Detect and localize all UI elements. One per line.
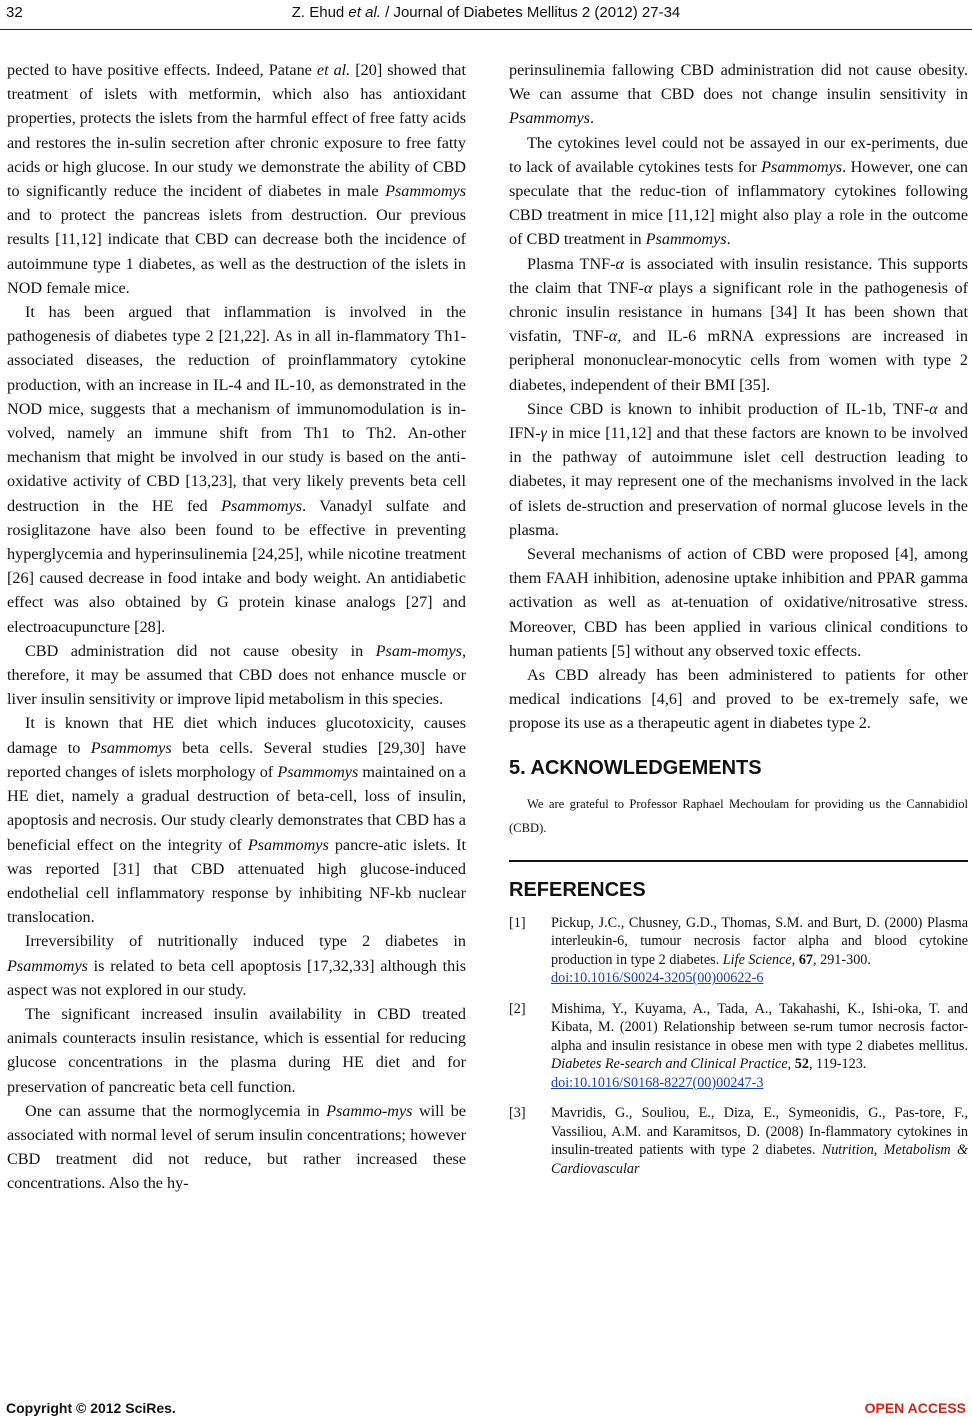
- text-run: , therefore, it may be assumed that CBD does not enhance muscle or liver insulin sensitivity or improve lipid metabolism in this species.: [7, 641, 466, 709]
- paragraph: [509, 397, 968, 542]
- reference-number: [3]: [509, 1105, 526, 1122]
- header-et-al: et al.: [348, 4, 381, 21]
- reference-volume: 67: [798, 951, 814, 968]
- greek-alpha: α: [929, 399, 938, 418]
- text-run: It has been argued that inflammation is involved in the pathogenesis of diabetes type 2 [21,22]. As in all in-flammatory Th1-associated diseases, the reduction of proinflammatory cytokine production, with an increase in IL-4 and IL-10, as demonstrated in the NOD mice, suggests that a mechanism of immunomodulation is in-volved, namely an immune shift from Th1 to Th2. An-other mechanism that might be involved in our study is based on the anti-oxidative activity of CBD [13,23], that very likely prevents beta cell destruction in the HE fed: [7, 303, 466, 515]
- text-run: .: [726, 230, 731, 249]
- text-run: , and IL-6 mRNA expressions are increased in peripheral mononuclear-monocytic cells from women with type 2 diabetes, independent of their BMI [35].: [509, 327, 969, 394]
- reference-text: Mavridis, G., Souliou, E., Diza, E., Symeonidis, G., Pas-tore, F., Vassiliou, A.M. and Karamitsos, D. (2008) In-flammatory cytokines in insulin-treated patients with type 2 diabetes.: [551, 1105, 968, 1159]
- references-heading: REFERENCES: [509, 878, 646, 901]
- reference-journal: Life Science: [722, 951, 792, 968]
- text-run: Plasma TNF-: [527, 254, 616, 273]
- header-author: Z. Ehud: [291, 4, 349, 21]
- text-run: in mice [11,12] and that these factors are known to be involved in the pathway of autoimmune islet cell destruction leading to diabetes, it may represent one of the mechanisms involved in the lack of islets de-struction and preservation of normal glucose levels in the plasma.: [509, 424, 968, 539]
- reference-number: [1]: [509, 914, 526, 931]
- species-name: Psammomys: [247, 835, 329, 854]
- reference-journal: Nutrition, Metabolism & Cardiovascular: [551, 1142, 968, 1177]
- text-run: perinsulinemia fallowing CBD administration did not cause obesity. We can assume that CBD does not change insulin sensitivity in: [509, 61, 968, 104]
- text-run: pancre-atic islets. It was reported [31] that CBD attenuated high glucose-induced endothelial cell inflammatory response by inhibiting NF-kb nuclear translocation.: [7, 835, 466, 927]
- greek-alpha: α: [608, 327, 618, 346]
- species-name: Psammomys: [385, 182, 466, 201]
- text-run: CBD administration did not cause obesity in: [25, 641, 376, 660]
- acknowledgements-text: We are grateful to Professor Raphael Mechoulam for providing us the Cannabidiol (CBD).: [509, 796, 968, 835]
- species-name: Psammomys: [221, 496, 303, 515]
- text-run: . However, one can speculate that the reduc-tion of inflammatory cytokines following CBD treatment in mice [11,12] might also play a role in the outcome of CBD treatment in: [509, 157, 968, 249]
- paragraph: [7, 639, 466, 712]
- copyright: Copyright © 2012 SciRes.: [6, 1400, 176, 1416]
- doi-link[interactable]: doi:10.1016/S0168-8227(00)00247-3: [551, 1074, 764, 1091]
- reference-journal: Diabetes Re-search and Clinical Practice: [551, 1056, 788, 1073]
- paragraph: Several mechanisms of action of CBD were proposed [4], among them FAAH inhibition, adenosine uptake inhibition and PPAR gamma activation as well as at-tenuation of oxidative/nitrosative stress. Moreover, CBD has been applied in various clinical conditions to human patients [5] without any observed toxic effects.: [509, 545, 968, 660]
- reference-number: [2]: [509, 1000, 526, 1017]
- text-run: It is known that HE diet which induces glucotoxicity, causes damage to: [7, 714, 466, 757]
- reference-separator: ,: [791, 951, 799, 968]
- page-number: 32: [6, 4, 23, 21]
- text-run: and to protect the pancreas islets from destruction. Our previous results [11,12] indicate that CBD can decrease both the incidence of autoimmune type 1 diabetes, as well as the destruction of the islets in NOD female mice.: [7, 206, 466, 297]
- paragraph: [7, 300, 466, 639]
- et-al: et al.: [316, 61, 351, 79]
- text-run: will be associated with normal level of serum insulin concentrations; however CBD treatment did not reduce, but rather increased these concentrations. Also the hy-: [7, 1101, 466, 1193]
- greek-alpha: α: [615, 254, 625, 273]
- reference-text: Mishima, Y., Kuyama, A., Tada, A., Takahashi, K., Ishi-oka, T. and Kibata, M. (2001) Relationship between se-rum tumor necrosis factor-alpha and insulin resistance in obese men with type 2 diabetes mellitus.: [551, 1000, 968, 1054]
- paragraph: [509, 58, 968, 131]
- paragraph: [7, 1099, 466, 1196]
- text-run: [20] showed that treatment of islets with metformin, which also has antioxidant properties, protects the islets from the harmful effect of free fatty acids and restores the in-sulin secretion after chronic exposure to free fatty acids or high glucose. In our study we demonstrate the ability of CBD to significantly reduce the incident of diabetes in male: [7, 61, 466, 201]
- references-divider: [509, 860, 968, 862]
- text-run: pected to have positive effects. Indeed, Patane: [7, 61, 317, 79]
- species-name: Psammomys: [509, 109, 590, 128]
- paragraph: [509, 131, 968, 252]
- text-run: and IFN-: [509, 399, 969, 443]
- reference-item: [509, 914, 968, 988]
- species-name: Psammomys: [761, 157, 843, 176]
- text-run: Irreversibility of nutritionally induced type 2 diabetes in: [25, 932, 466, 951]
- text-run: One can assume that the normoglycemia in: [25, 1101, 327, 1120]
- acknowledgements-heading: 5. ACKNOWLEDGEMENTS: [509, 756, 762, 779]
- text-run: is related to beta cell apoptosis [17,32,33] although this aspect was not explored in our study.: [7, 956, 466, 999]
- reference-separator: ,: [787, 1056, 795, 1073]
- text-run: is associated with insulin resistance. This supports the claim that TNF-: [509, 254, 968, 297]
- open-access-badge: OPEN ACCESS: [864, 1400, 966, 1416]
- paragraph: As CBD already has been administered to patients for other medical indications [4,6] and proved to be ex-tremely safe, we propose its use as a therapeutic agent in diabetes type 2.: [509, 666, 968, 733]
- reference-body: [551, 914, 968, 988]
- reference-text: Pickup, J.C., Chusney, G.D., Thomas, S.M. and Burt, D. (2000) Plasma interleukin-6, tumour necrosis factor alpha and blood cytokine production in type 2 diabetes.: [551, 914, 968, 968]
- paragraph: [7, 929, 466, 1002]
- reference-pages: , 291-300.: [813, 951, 871, 968]
- paragraph: The significant increased insulin availability in CBD treated animals counteracts insulin resistance, which is essential for reducing glucose concentrations in the plasma during HE diet and for preservation of pancreatic beta cell function.: [7, 1004, 466, 1096]
- species-name: Psammomys: [7, 956, 88, 975]
- reference-pages: , 119-123.: [808, 1056, 867, 1073]
- reference-body: [551, 1000, 968, 1093]
- reference-body: [551, 1104, 968, 1178]
- species-name: Psam-momys: [375, 641, 462, 660]
- text-run: .: [589, 109, 594, 128]
- text-run: beta cells. Several studies [29,30] have reported changes of islets morphology of: [7, 738, 466, 781]
- header-rule: [0, 29, 972, 30]
- species-name: Psammomys: [645, 230, 727, 249]
- species-name: Psammo-mys: [326, 1101, 413, 1120]
- paragraph: [509, 252, 968, 397]
- text-run: maintained on a HE diet, namely a gradual destruction of beta-cell, loss of insulin, apoptosis and necrosis. Our study clearly demonstrates that CBD has a beneficial effect on the integrity of: [7, 762, 466, 854]
- reference-item: [509, 1104, 968, 1178]
- right-column: [509, 58, 968, 1190]
- left-column: [7, 58, 466, 1196]
- reference-list: [509, 914, 968, 1179]
- header-journal: / Journal of Diabetes Mellitus 2 (2012) 27-34: [380, 4, 681, 21]
- species-name: Psammomys: [90, 738, 172, 757]
- greek-alpha: α: [643, 278, 653, 297]
- paragraph: [7, 711, 466, 929]
- paragraph: [7, 58, 466, 300]
- text-run: Since CBD is known to inhibit production of IL-1b, TNF-: [527, 399, 930, 418]
- species-name: Psammomys: [277, 762, 359, 781]
- text-run: The cytokines level could not be assayed in our ex-periments, due to lack of available cytokines tests for: [509, 133, 968, 176]
- running-header: [0, 4, 972, 21]
- reference-volume: 52: [794, 1056, 809, 1073]
- reference-item: [509, 1000, 968, 1093]
- text-run: plays a significant role in the pathogenesis of chronic insulin resistance in humans [34] It has been shown that visfatin, TNF-: [509, 278, 969, 346]
- greek-gamma: γ: [540, 424, 547, 443]
- text-run: . Vanadyl sulfate and rosiglitazone have also been found to be effective in preventing hyperglycemia and hyperinsulinemia [24,25], while nicotine treatment [26] caused decrease in food intake and body weight. An antidiabetic effect was also obtained by G protein kinase analogs [27] and electroacupuncture [28].: [7, 496, 466, 636]
- doi-link[interactable]: doi:10.1016/S0024-3205(00)00622-6: [551, 970, 764, 987]
